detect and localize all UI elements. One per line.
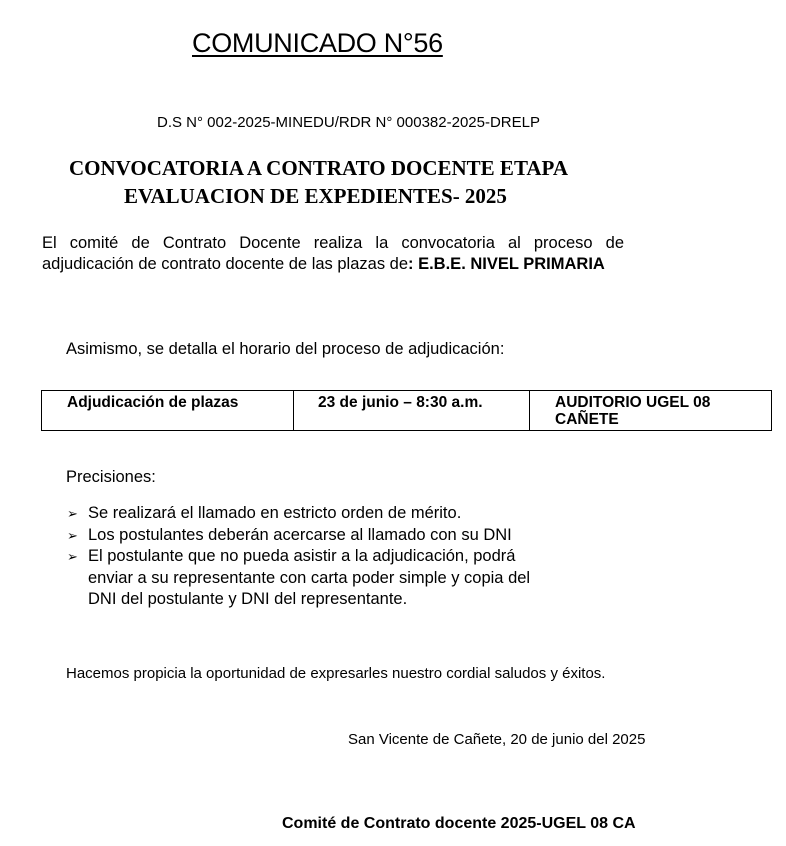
schedule-location-cell: AUDITORIO UGEL 08 CAÑETE — [529, 391, 772, 430]
intro-paragraph — [42, 233, 624, 275]
schedule-table — [41, 390, 772, 431]
resolution-reference: D.S N° 002-2025-MINEDU/RDR N° 000382-2025-DRELP — [157, 114, 540, 131]
list-item-text: Los postulantes deberán acercarse al llamado con su DNI — [88, 525, 512, 544]
schedule-activity-cell: Adjudicación de plazas — [41, 391, 293, 430]
heading-line-2: EVALUACION DE EXPEDIENTES- 2025 — [124, 184, 507, 208]
list-item — [67, 503, 547, 525]
intro-bold-level: : E.B.E. NIVEL PRIMARIA — [408, 255, 605, 273]
list-item-text: El postulante que no pueda asistir a la adjudicación, podrá enviar a su representante con carta poder simple y copia del DNI del postulante y DNI del representante. — [88, 547, 531, 608]
precisions-label: Precisiones: — [66, 468, 156, 486]
heading-line-1: CONVOCATORIA A CONTRATO DOCENTE ETAPA — [69, 156, 568, 180]
schedule-datetime-cell: 23 de junio – 8:30 a.m. — [293, 391, 529, 430]
precisions-list — [67, 503, 547, 611]
list-item — [67, 546, 547, 611]
closing-paragraph: Hacemos propicia la oportunidad de expresarles nuestro cordial saludos y éxitos. — [66, 665, 606, 682]
intro-text: El comité de Contrato Docente realiza la convocatoria al proceso de adjudicación de contrato docente de las plazas de — [42, 234, 624, 273]
list-item-text: Se realizará el llamado en estricto orden de mérito. — [88, 504, 462, 522]
list-item — [67, 525, 547, 547]
date-line: San Vicente de Cañete, 20 de junio del 2025 — [348, 731, 646, 748]
arrow-bullet-icon: ➢ — [67, 506, 78, 521]
schedule-intro: Asimismo, se detalla el horario del proceso de adjudicación: — [66, 340, 505, 358]
arrow-bullet-icon: ➢ — [67, 549, 78, 564]
document-title: COMUNICADO N°56 — [192, 28, 443, 58]
signature-committee: Comité de Contrato docente 2025-UGEL 08 CA — [282, 815, 636, 832]
arrow-bullet-icon: ➢ — [67, 527, 78, 543]
